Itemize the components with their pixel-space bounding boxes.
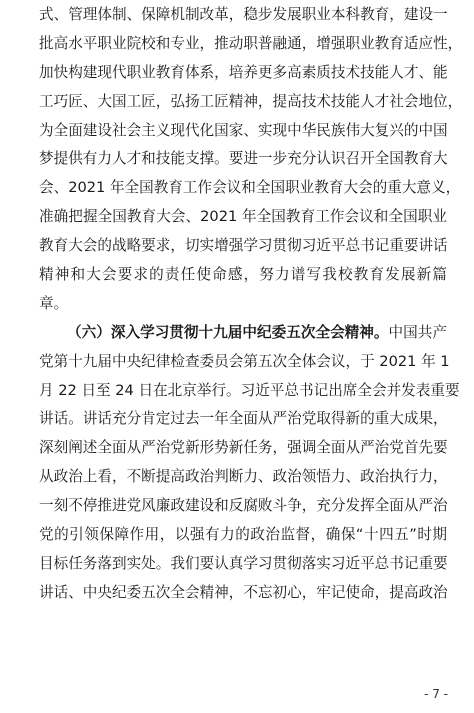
section-heading-line: [39, 319, 447, 348]
text-line: 目标任务落到实处。我们要认真学习贯彻落实习近平总书记重要: [39, 554, 448, 572]
text-line: 梦提供有力人才和技能支撑。要进一步充分认识召开全国教育大: [39, 150, 448, 168]
section-heading-continuation: 中国共产: [388, 323, 447, 341]
text-line: 为全面建设社会主义现代化国家、实现中华民族伟大复兴的中国: [39, 121, 448, 139]
text-line: 从政治上看，不断提高政治判断力、政治领悟力、政治执行力，: [39, 468, 448, 486]
page-number: - 7 -: [424, 687, 448, 701]
text-line: 深刻阐述全面从严治党新形势新任务，强调全面从严治党首先要: [39, 439, 448, 457]
text-line: 月 22 日至 24 日在北京举行。习近平总书记出席全会并发表重要: [39, 381, 460, 399]
text-line: 讲话。讲话充分肯定过去一年全面从严治党取得新的重大成果，: [39, 410, 448, 428]
text-line: 教育大会的战略要求，切实增强学习贯彻习近平总书记重要讲话: [39, 237, 448, 255]
text-line: 一刻不停推进党风廉政建设和反腐败斗争，充分发挥全面从严治: [39, 497, 448, 515]
text-line: 批高水平职业院校和专业，推动职普融通，增强职业教育适应性，: [39, 34, 463, 52]
text-line: 精神和大会要求的责任使命感，努力谱写我校教育发展新篇: [39, 266, 447, 284]
section-heading: （六）深入学习贯彻十九届中纪委五次全会精神。: [67, 323, 389, 341]
text-line: 式、管理体制、保障机制改革，稳步发展职业本科教育，建设一: [39, 6, 448, 23]
text-line: 党的引领保障作用，以强有力的政治监督，确保“十四五”时期: [39, 526, 447, 544]
text-line: 准确把握全国教育大会、2021 年全国教育工作会议和全国职业: [39, 208, 447, 226]
text-line: 讲话、中央纪委五次全会精神，不忘初心，牢记使命，提高政治: [39, 583, 448, 601]
body-text: [39, 1, 463, 608]
text-line: 党第十九届中央纪律检查委员会第五次全体会议，于 2021 年 1: [39, 352, 450, 370]
text-line: 工巧匠、大国工匠，弘扬工匠精神，提高技术技能人才社会地位，: [39, 92, 463, 110]
text-line: 章。: [39, 294, 69, 312]
text-line: 加快构建现代职业教育体系，培养更多高素质技术技能人才、能: [39, 63, 448, 81]
text-line: 会、2021 年全国教育工作会议和全国职业教育大会的重大意义，: [39, 179, 461, 197]
